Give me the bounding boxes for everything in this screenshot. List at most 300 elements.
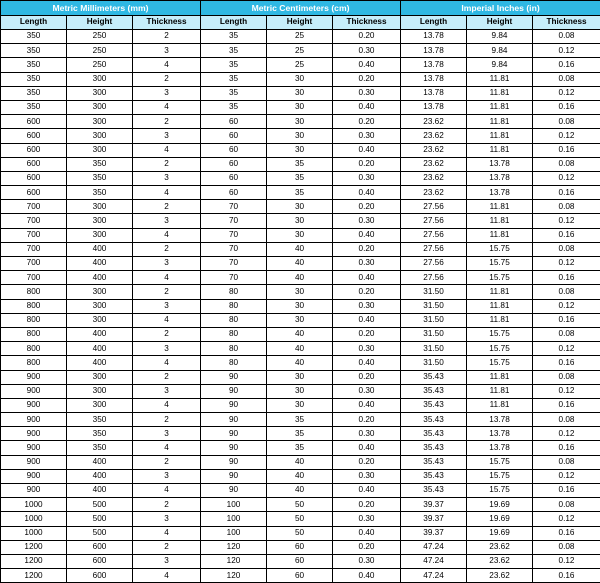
table-cell: 0.08 bbox=[533, 285, 600, 299]
table-cell: 2 bbox=[133, 285, 201, 299]
table-cell: 400 bbox=[67, 469, 133, 483]
table-cell: 70 bbox=[201, 214, 267, 228]
table-cell: 70 bbox=[201, 257, 267, 271]
table-cell: 60 bbox=[201, 129, 267, 143]
table-cell: 70 bbox=[201, 271, 267, 285]
table-cell: 800 bbox=[1, 356, 67, 370]
table-row bbox=[1, 313, 600, 327]
table-cell: 11.81 bbox=[467, 299, 533, 313]
table-cell: 35 bbox=[201, 100, 267, 114]
table-cell: 35.43 bbox=[401, 384, 467, 398]
table-cell: 2 bbox=[133, 413, 201, 427]
table-cell: 30 bbox=[267, 100, 333, 114]
table-cell: 15.75 bbox=[467, 327, 533, 341]
table-cell: 0.16 bbox=[533, 356, 600, 370]
table-cell: 30 bbox=[267, 200, 333, 214]
table-cell: 350 bbox=[1, 30, 67, 44]
table-cell: 600 bbox=[1, 129, 67, 143]
table-cell: 40 bbox=[267, 469, 333, 483]
table-cell: 0.16 bbox=[533, 313, 600, 327]
table-cell: 400 bbox=[67, 327, 133, 341]
table-row bbox=[1, 327, 600, 341]
table-row bbox=[1, 242, 600, 256]
table-cell: 400 bbox=[67, 242, 133, 256]
table-cell: 39.37 bbox=[401, 512, 467, 526]
table-cell: 23.62 bbox=[401, 129, 467, 143]
table-cell: 400 bbox=[67, 257, 133, 271]
table-cell: 300 bbox=[67, 285, 133, 299]
table-cell: 4 bbox=[133, 143, 201, 157]
table-cell: 900 bbox=[1, 469, 67, 483]
table-cell: 0.30 bbox=[333, 384, 401, 398]
table-row bbox=[1, 384, 600, 398]
table-cell: 60 bbox=[201, 157, 267, 171]
table-cell: 35 bbox=[267, 427, 333, 441]
table-cell: 0.20 bbox=[333, 242, 401, 256]
table-cell: 700 bbox=[1, 214, 67, 228]
table-cell: 2 bbox=[133, 72, 201, 86]
table-cell: 0.40 bbox=[333, 100, 401, 114]
table-cell: 60 bbox=[201, 186, 267, 200]
table-cell: 250 bbox=[67, 58, 133, 72]
table-row bbox=[1, 356, 600, 370]
table-cell: 25 bbox=[267, 44, 333, 58]
table-cell: 80 bbox=[201, 299, 267, 313]
table-cell: 60 bbox=[267, 569, 333, 583]
table-cell: 3 bbox=[133, 469, 201, 483]
table-cell: 100 bbox=[201, 498, 267, 512]
table-row bbox=[1, 214, 600, 228]
table-row bbox=[1, 413, 600, 427]
table-cell: 4 bbox=[133, 569, 201, 583]
table-cell: 11.81 bbox=[467, 313, 533, 327]
table-cell: 3 bbox=[133, 214, 201, 228]
table-body bbox=[1, 30, 600, 583]
table-cell: 0.08 bbox=[533, 498, 600, 512]
table-cell: 80 bbox=[201, 327, 267, 341]
table-cell: 1000 bbox=[1, 526, 67, 540]
table-cell: 400 bbox=[67, 356, 133, 370]
table-row bbox=[1, 115, 600, 129]
table-cell: 0.12 bbox=[533, 554, 600, 568]
table-cell: 13.78 bbox=[467, 427, 533, 441]
column-header-cell: Length bbox=[401, 16, 467, 30]
table-cell: 13.78 bbox=[401, 100, 467, 114]
table-cell: 300 bbox=[67, 100, 133, 114]
table-cell: 15.75 bbox=[467, 271, 533, 285]
table-cell: 11.81 bbox=[467, 200, 533, 214]
table-cell: 0.08 bbox=[533, 455, 600, 469]
table-cell: 300 bbox=[67, 200, 133, 214]
table-cell: 35.43 bbox=[401, 469, 467, 483]
table-cell: 0.20 bbox=[333, 498, 401, 512]
table-cell: 900 bbox=[1, 370, 67, 384]
table-row bbox=[1, 455, 600, 469]
table-cell: 19.69 bbox=[467, 512, 533, 526]
table-cell: 0.12 bbox=[533, 342, 600, 356]
table-cell: 120 bbox=[201, 554, 267, 568]
table-cell: 4 bbox=[133, 526, 201, 540]
table-cell: 70 bbox=[201, 228, 267, 242]
table-cell: 30 bbox=[267, 370, 333, 384]
table-cell: 1200 bbox=[1, 554, 67, 568]
table-cell: 47.24 bbox=[401, 554, 467, 568]
table-cell: 300 bbox=[67, 228, 133, 242]
table-cell: 27.56 bbox=[401, 228, 467, 242]
table-cell: 0.08 bbox=[533, 157, 600, 171]
table-cell: 2 bbox=[133, 370, 201, 384]
table-cell: 47.24 bbox=[401, 540, 467, 554]
table-cell: 2 bbox=[133, 157, 201, 171]
table-row bbox=[1, 72, 600, 86]
table-row bbox=[1, 186, 600, 200]
table-cell: 0.20 bbox=[333, 30, 401, 44]
table-cell: 90 bbox=[201, 469, 267, 483]
table-cell: 2 bbox=[133, 115, 201, 129]
table-cell: 30 bbox=[267, 228, 333, 242]
table-cell: 0.16 bbox=[533, 398, 600, 412]
table-cell: 70 bbox=[201, 242, 267, 256]
table-cell: 35.43 bbox=[401, 427, 467, 441]
table-cell: 35.43 bbox=[401, 484, 467, 498]
table-cell: 80 bbox=[201, 313, 267, 327]
table-cell: 0.20 bbox=[333, 455, 401, 469]
table-cell: 0.20 bbox=[333, 413, 401, 427]
table-cell: 0.20 bbox=[333, 540, 401, 554]
table-cell: 35 bbox=[267, 413, 333, 427]
column-header-row bbox=[1, 16, 600, 30]
table-cell: 0.30 bbox=[333, 299, 401, 313]
table-cell: 0.40 bbox=[333, 441, 401, 455]
table-cell: 0.08 bbox=[533, 413, 600, 427]
table-cell: 30 bbox=[267, 398, 333, 412]
table-cell: 0.20 bbox=[333, 327, 401, 341]
table-cell: 0.12 bbox=[533, 299, 600, 313]
table-cell: 800 bbox=[1, 313, 67, 327]
table-cell: 2 bbox=[133, 30, 201, 44]
table-cell: 100 bbox=[201, 512, 267, 526]
table-cell: 4 bbox=[133, 228, 201, 242]
table-cell: 0.16 bbox=[533, 143, 600, 157]
table-cell: 11.81 bbox=[467, 285, 533, 299]
table-cell: 300 bbox=[67, 86, 133, 100]
table-cell: 11.81 bbox=[467, 398, 533, 412]
table-cell: 0.40 bbox=[333, 143, 401, 157]
table-cell: 50 bbox=[267, 512, 333, 526]
table-cell: 0.12 bbox=[533, 171, 600, 185]
table-cell: 0.30 bbox=[333, 427, 401, 441]
table-cell: 30 bbox=[267, 72, 333, 86]
table-cell: 800 bbox=[1, 299, 67, 313]
table-cell: 23.62 bbox=[467, 569, 533, 583]
table-cell: 0.12 bbox=[533, 469, 600, 483]
table-row bbox=[1, 285, 600, 299]
table-row bbox=[1, 100, 600, 114]
table-cell: 35 bbox=[267, 171, 333, 185]
table-cell: 11.81 bbox=[467, 115, 533, 129]
table-cell: 900 bbox=[1, 413, 67, 427]
group-header-cell: Imperial Inches (in) bbox=[401, 1, 600, 16]
table-cell: 31.50 bbox=[401, 299, 467, 313]
table-cell: 0.12 bbox=[533, 427, 600, 441]
column-header-cell: Height bbox=[267, 16, 333, 30]
table-cell: 700 bbox=[1, 271, 67, 285]
table-row bbox=[1, 86, 600, 100]
table-row bbox=[1, 342, 600, 356]
table-cell: 2 bbox=[133, 200, 201, 214]
table-cell: 700 bbox=[1, 228, 67, 242]
table-cell: 0.08 bbox=[533, 200, 600, 214]
table-row bbox=[1, 498, 600, 512]
table-row bbox=[1, 441, 600, 455]
table-cell: 0.16 bbox=[533, 271, 600, 285]
table-cell: 0.08 bbox=[533, 327, 600, 341]
group-header-cell: Metric Centimeters (cm) bbox=[201, 1, 401, 16]
table-cell: 27.56 bbox=[401, 242, 467, 256]
table-cell: 27.56 bbox=[401, 214, 467, 228]
table-cell: 35 bbox=[201, 72, 267, 86]
table-row bbox=[1, 129, 600, 143]
table-cell: 23.62 bbox=[401, 171, 467, 185]
table-cell: 600 bbox=[67, 554, 133, 568]
table-cell: 15.75 bbox=[467, 484, 533, 498]
table-cell: 400 bbox=[67, 342, 133, 356]
table-cell: 0.12 bbox=[533, 257, 600, 271]
table-cell: 2 bbox=[133, 242, 201, 256]
table-cell: 11.81 bbox=[467, 214, 533, 228]
table-cell: 900 bbox=[1, 398, 67, 412]
table-cell: 60 bbox=[267, 554, 333, 568]
table-cell: 35 bbox=[201, 58, 267, 72]
table-cell: 90 bbox=[201, 398, 267, 412]
table-cell: 27.56 bbox=[401, 200, 467, 214]
table-cell: 3 bbox=[133, 554, 201, 568]
table-row bbox=[1, 143, 600, 157]
table-cell: 80 bbox=[201, 342, 267, 356]
table-row bbox=[1, 299, 600, 313]
table-cell: 60 bbox=[267, 540, 333, 554]
table-cell: 350 bbox=[67, 413, 133, 427]
table-cell: 0.08 bbox=[533, 540, 600, 554]
table-cell: 3 bbox=[133, 129, 201, 143]
column-header-cell: Length bbox=[201, 16, 267, 30]
table-cell: 0.20 bbox=[333, 200, 401, 214]
table-cell: 35.43 bbox=[401, 398, 467, 412]
table-cell: 0.30 bbox=[333, 214, 401, 228]
table-cell: 11.81 bbox=[467, 86, 533, 100]
table-cell: 23.62 bbox=[467, 554, 533, 568]
table-cell: 900 bbox=[1, 427, 67, 441]
table-cell: 23.62 bbox=[401, 157, 467, 171]
table-cell: 31.50 bbox=[401, 327, 467, 341]
table-cell: 120 bbox=[201, 569, 267, 583]
table-cell: 31.50 bbox=[401, 342, 467, 356]
table-cell: 0.40 bbox=[333, 356, 401, 370]
table-cell: 90 bbox=[201, 455, 267, 469]
table-cell: 600 bbox=[1, 143, 67, 157]
table-cell: 300 bbox=[67, 370, 133, 384]
table-row bbox=[1, 58, 600, 72]
table-cell: 0.20 bbox=[333, 115, 401, 129]
table-cell: 90 bbox=[201, 413, 267, 427]
table-cell: 250 bbox=[67, 44, 133, 58]
table-cell: 60 bbox=[201, 143, 267, 157]
table-cell: 900 bbox=[1, 384, 67, 398]
table-cell: 900 bbox=[1, 441, 67, 455]
table-cell: 15.75 bbox=[467, 356, 533, 370]
table-row bbox=[1, 257, 600, 271]
table-cell: 13.78 bbox=[467, 186, 533, 200]
table-cell: 0.40 bbox=[333, 186, 401, 200]
table-cell: 0.40 bbox=[333, 313, 401, 327]
table-cell: 500 bbox=[67, 512, 133, 526]
table-cell: 35 bbox=[201, 44, 267, 58]
table-cell: 13.78 bbox=[401, 86, 467, 100]
table-cell: 350 bbox=[67, 171, 133, 185]
table-cell: 350 bbox=[1, 72, 67, 86]
table-cell: 300 bbox=[67, 143, 133, 157]
table-cell: 0.40 bbox=[333, 398, 401, 412]
table-cell: 900 bbox=[1, 484, 67, 498]
table-cell: 350 bbox=[67, 157, 133, 171]
table-cell: 800 bbox=[1, 285, 67, 299]
table-row bbox=[1, 554, 600, 568]
table-cell: 25 bbox=[267, 30, 333, 44]
table-row bbox=[1, 228, 600, 242]
table-cell: 0.40 bbox=[333, 569, 401, 583]
table-cell: 1200 bbox=[1, 569, 67, 583]
table-cell: 350 bbox=[1, 44, 67, 58]
table-cell: 3 bbox=[133, 171, 201, 185]
table-cell: 90 bbox=[201, 370, 267, 384]
table-cell: 30 bbox=[267, 214, 333, 228]
table-cell: 30 bbox=[267, 384, 333, 398]
table-cell: 23.62 bbox=[401, 115, 467, 129]
table-cell: 19.69 bbox=[467, 526, 533, 540]
table-cell: 4 bbox=[133, 186, 201, 200]
table-cell: 400 bbox=[67, 484, 133, 498]
table-cell: 40 bbox=[267, 455, 333, 469]
table-cell: 4 bbox=[133, 484, 201, 498]
table-cell: 15.75 bbox=[467, 455, 533, 469]
table-cell: 600 bbox=[67, 569, 133, 583]
table-cell: 30 bbox=[267, 285, 333, 299]
table-cell: 11.81 bbox=[467, 370, 533, 384]
table-cell: 13.78 bbox=[401, 44, 467, 58]
table-cell: 400 bbox=[67, 455, 133, 469]
table-cell: 13.78 bbox=[401, 30, 467, 44]
table-cell: 35.43 bbox=[401, 370, 467, 384]
table-cell: 350 bbox=[1, 58, 67, 72]
table-cell: 0.30 bbox=[333, 342, 401, 356]
table-cell: 300 bbox=[67, 398, 133, 412]
table-cell: 9.84 bbox=[467, 30, 533, 44]
table-cell: 1000 bbox=[1, 512, 67, 526]
table-cell: 13.78 bbox=[401, 72, 467, 86]
table-cell: 40 bbox=[267, 271, 333, 285]
table-cell: 25 bbox=[267, 58, 333, 72]
column-header-cell: Height bbox=[67, 16, 133, 30]
table-cell: 35 bbox=[267, 186, 333, 200]
table-cell: 60 bbox=[201, 171, 267, 185]
table-cell: 0.12 bbox=[533, 384, 600, 398]
table-cell: 120 bbox=[201, 540, 267, 554]
table-cell: 35 bbox=[267, 441, 333, 455]
table-cell: 11.81 bbox=[467, 384, 533, 398]
table-row bbox=[1, 30, 600, 44]
column-header-cell: Height bbox=[467, 16, 533, 30]
table-cell: 31.50 bbox=[401, 285, 467, 299]
table-cell: 40 bbox=[267, 327, 333, 341]
table-cell: 11.81 bbox=[467, 129, 533, 143]
table-cell: 0.30 bbox=[333, 129, 401, 143]
table-cell: 300 bbox=[67, 384, 133, 398]
column-header-cell: Thickness bbox=[133, 16, 201, 30]
table-cell: 0.12 bbox=[533, 214, 600, 228]
table-cell: 0.12 bbox=[533, 129, 600, 143]
table-cell: 0.16 bbox=[533, 186, 600, 200]
table-row bbox=[1, 157, 600, 171]
table-cell: 600 bbox=[67, 540, 133, 554]
table-cell: 35 bbox=[201, 30, 267, 44]
table-cell: 90 bbox=[201, 441, 267, 455]
table-cell: 23.62 bbox=[467, 540, 533, 554]
table-cell: 0.40 bbox=[333, 228, 401, 242]
table-row bbox=[1, 271, 600, 285]
table-cell: 800 bbox=[1, 342, 67, 356]
table-cell: 0.16 bbox=[533, 526, 600, 540]
table-cell: 1000 bbox=[1, 498, 67, 512]
table-cell: 2 bbox=[133, 540, 201, 554]
table-cell: 11.81 bbox=[467, 72, 533, 86]
table-cell: 3 bbox=[133, 299, 201, 313]
table-cell: 80 bbox=[201, 285, 267, 299]
table-cell: 50 bbox=[267, 498, 333, 512]
table-cell: 900 bbox=[1, 455, 67, 469]
table-row bbox=[1, 569, 600, 583]
table-cell: 300 bbox=[67, 72, 133, 86]
table-cell: 500 bbox=[67, 498, 133, 512]
table-cell: 100 bbox=[201, 526, 267, 540]
table-cell: 11.81 bbox=[467, 143, 533, 157]
table-cell: 30 bbox=[267, 143, 333, 157]
table-row bbox=[1, 44, 600, 58]
table-row bbox=[1, 427, 600, 441]
table-cell: 35.43 bbox=[401, 441, 467, 455]
table-cell: 11.81 bbox=[467, 100, 533, 114]
table-cell: 0.20 bbox=[333, 285, 401, 299]
table-cell: 50 bbox=[267, 526, 333, 540]
table-cell: 2 bbox=[133, 455, 201, 469]
table-cell: 31.50 bbox=[401, 313, 467, 327]
table-cell: 60 bbox=[201, 115, 267, 129]
table-cell: 300 bbox=[67, 299, 133, 313]
table-cell: 13.78 bbox=[467, 413, 533, 427]
table-cell: 35 bbox=[201, 86, 267, 100]
table-cell: 47.24 bbox=[401, 569, 467, 583]
table-cell: 2 bbox=[133, 498, 201, 512]
table-cell: 4 bbox=[133, 271, 201, 285]
table-cell: 4 bbox=[133, 441, 201, 455]
table-cell: 2 bbox=[133, 327, 201, 341]
table-cell: 3 bbox=[133, 44, 201, 58]
group-header-row bbox=[1, 1, 600, 16]
table-cell: 1200 bbox=[1, 540, 67, 554]
table-cell: 27.56 bbox=[401, 257, 467, 271]
table-cell: 350 bbox=[1, 86, 67, 100]
table-cell: 0.16 bbox=[533, 100, 600, 114]
table-cell: 0.12 bbox=[533, 512, 600, 526]
